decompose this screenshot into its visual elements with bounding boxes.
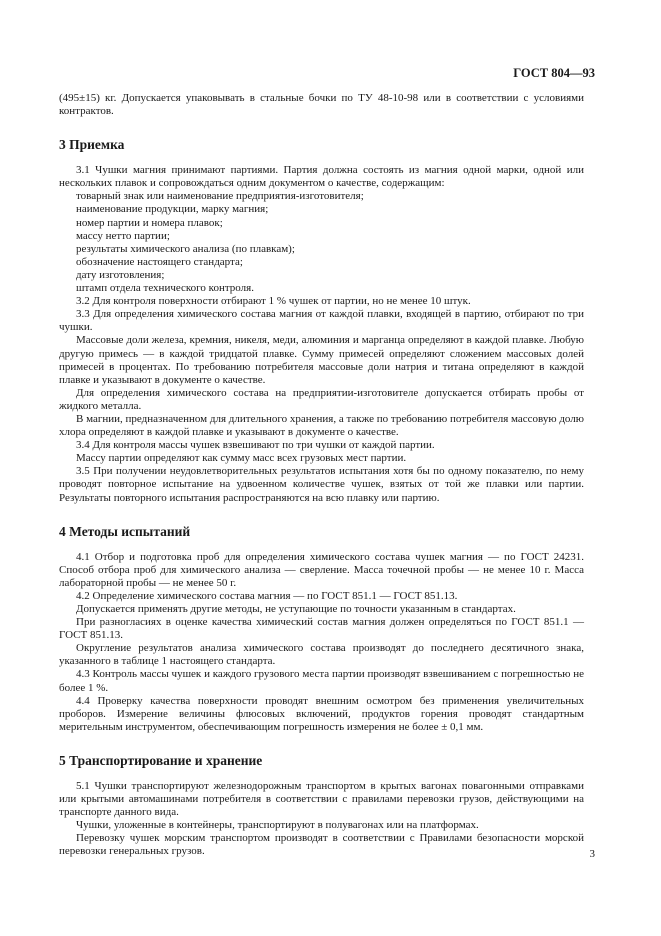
paragraph-4-1: 4.1 Отбор и подготовка проб для определения химического состава чушек магния — по ГОСТ 24231. Способ отбора проб для химического анализа — сверление. Масса точечной пробы — не менее 10 г. Масса лабораторной пробы — не менее 50 г. — [59, 550, 584, 589]
list-item: товарный знак или наименование предприятия-изготовителя; — [76, 190, 364, 203]
intro-paragraph: (495±15) кг. Допускается упаковывать в стальные бочки по ТУ 48-10-98 или в соответствии с условиями контрактов. — [59, 92, 584, 118]
paragraph-4-2: 4.2 Определение химического состава магния — по ГОСТ 851.1 — ГОСТ 851.13. — [76, 589, 458, 602]
list-item: массу нетто партии; — [76, 229, 170, 242]
paragraph-5-1: 5.1 Чушки транспортируют железнодорожным транспортом в крытых вагонах повагонными отправками или крытыми автомашинами потребителя в соответствии с правилами перевозки грузов, действующими на транспорте данного вида. — [59, 779, 584, 819]
list-item: штамп отдела технического контроля. — [76, 282, 254, 295]
section-3-heading: 3 Приемка — [59, 137, 125, 153]
paragraph-3-1: 3.1 Чушки магния принимают партиями. Партия должна состоять из магния одной марки, одной или нескольких плавок и сопровождаться одним документом о качестве, содержащим: — [59, 164, 584, 190]
standard-header: ГОСТ 804—93 — [513, 66, 595, 80]
document-body — [59, 92, 584, 859]
list-item: дату изготовления; — [76, 268, 165, 281]
paragraph: Перевозку чушек морским транспортом производят в соответствии с Правилами безопасности морской перевозки генеральных грузов. — [59, 832, 584, 858]
list-item: наименование продукции, марку магния; — [76, 203, 269, 216]
list-item: обозначение настоящего стандарта; — [76, 255, 243, 268]
page-number: 3 — [589, 848, 595, 860]
paragraph: Для определения химического состава на предприятии-изготовителе допускается отбирать пробы от жидкого металла. — [59, 386, 584, 412]
paragraph: В магнии, предназначенном для длительного хранения, а также по требованию потребителя массовую долю хлора определяют в каждой плавке и указывают в документе о качестве. — [59, 412, 584, 439]
paragraph-3-4: 3.4 Для контроля массы чушек взвешивают по три чушки от каждой партии. — [76, 439, 435, 452]
paragraph-4-4: 4.4 Проверку качества поверхности проводят внешним осмотром без применения увеличительных проборов. Измерение величины флюсовых включений, продуктов горения проводят стандартным мерительным инструментом, обеспечивающим погрешность измерения не более ± 0,1 мм. — [59, 694, 584, 733]
section-5-heading: 5 Транспортирование и хранение — [59, 752, 263, 768]
paragraph: Массовые доли железа, кремния, никеля, меди, алюминия и марганца определяют в каждой плавке. Любую другую примесь — в каждой тридцатой плавке. Сумму примесей определяют сложением массовых долей примесей в процентах. По требованию потребителя массовые доли натрия и титана определяют в каждой плавке и указывают в документе о качестве. — [59, 334, 584, 386]
paragraph-3-5: 3.5 При получении неудовлетворительных результатов испытания хотя бы по одному показателю, по нему проводят повторное испытание на удвоенном количестве чушек, взятых от той же плавки или партии. Результаты повторного испытания распространяются на всю плавку или партию. — [59, 465, 584, 504]
paragraph: При разногласиях в оценке качества химический состав магния должен определяться по ГОСТ 851.1 — ГОСТ 851.13. — [59, 616, 584, 642]
paragraph-4-3: 4.3 Контроль массы чушек и каждого грузового места партии производят взвешиванием с погрешностью не более 1 %. — [59, 668, 584, 694]
paragraph-3-2: 3.2 Для контроля поверхности отбирают 1 % чушек от партии, но не менее 10 штук. — [76, 295, 471, 308]
paragraph-3-3: 3.3 Для определения химического состава магния от каждой плавки, входящей в партию, отбирают по три чушки. — [59, 308, 584, 334]
list-item: номер партии и номера плавок; — [76, 216, 223, 229]
paragraph: Допускается применять другие методы, не уступающие по точности указанным в стандартах. — [76, 603, 516, 615]
paragraph: Округление результатов анализа химического состава производят до последнего десятичного знака, указанного в таблице 1 настоящего стандарта. — [59, 642, 584, 668]
section-4-heading: 4 Методы испытаний — [59, 523, 191, 539]
list-item: результаты химического анализа (по плавкам); — [76, 242, 295, 255]
paragraph: Массу партии определяют как сумму масс всех грузовых мест партии. — [76, 452, 407, 465]
paragraph: Чушки, уложенные в контейнеры, транспортируют в полувагонах или на платформах. — [76, 819, 479, 832]
